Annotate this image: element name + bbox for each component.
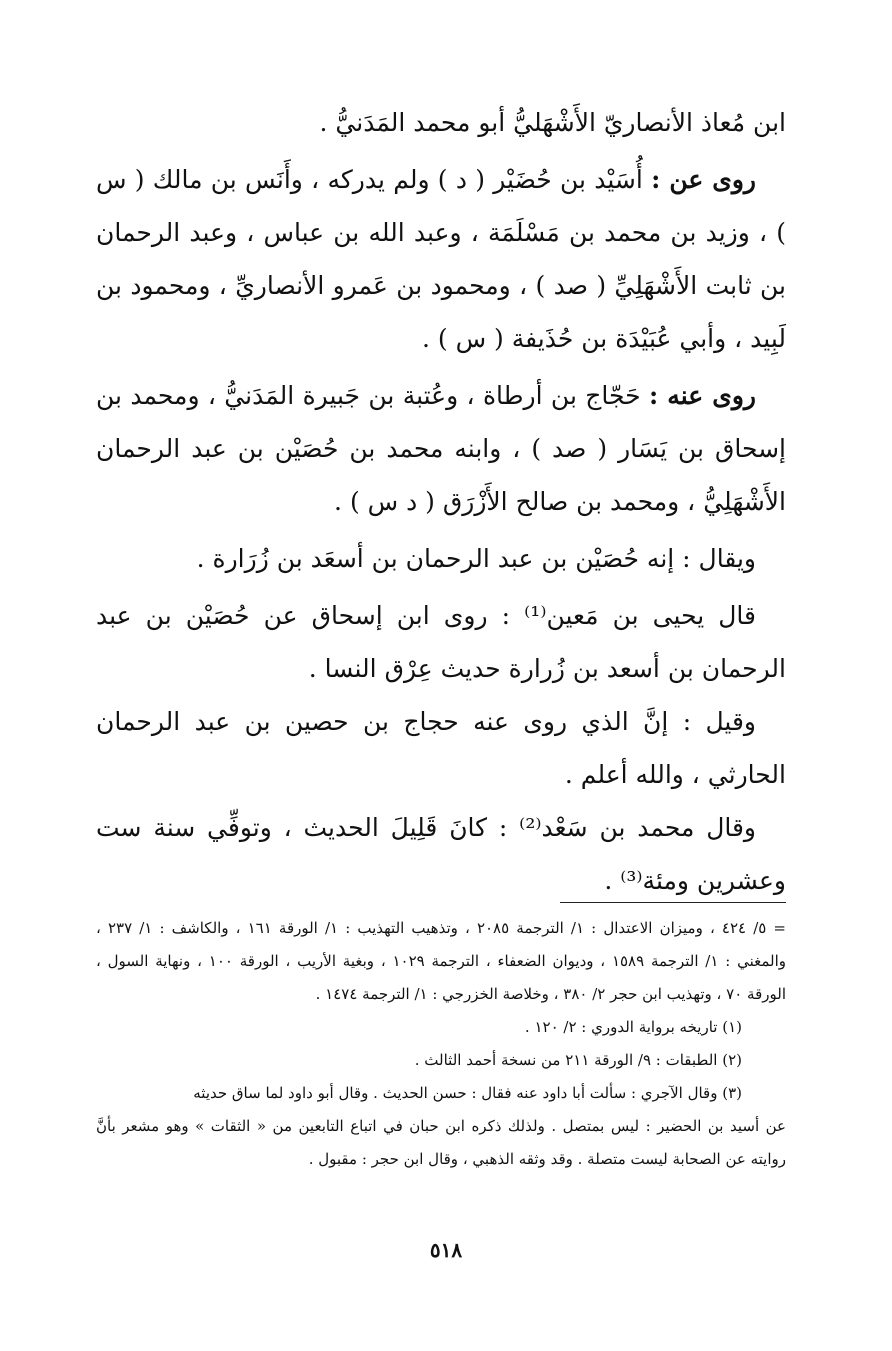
- main-text: [96, 96, 786, 907]
- narrated-by-text: حَجّاج بن أرطاة ، وعُتبة بن جَبيرة المَدَنيُّ ، ومحمد بن إسحاق بن يَسَار ( صد ) ، وابنه محمد بن حُصَيْن بن عبد الرحمان الأَشْهَلِيُّ ، ومحمد بن صالح الأَزْرَق ( د س ) .: [96, 381, 786, 516]
- footnote-continuation: = ٥/ ٤٢٤ ، وميزان الاعتدال : ١/ الترجمة ٢٠٨٥ ، وتذهيب التهذيب : ١/ الورقة ١٦١ ، والكاشف : ١/ ٢٣٧ ، والمغني : ١/ الترجمة ١٥٨٩ ، وديوان الضعفاء ، الترجمة ١٠٢٩ ، وبغية الأريب ، الورقة ١٠٠ ، ونهاية السول ، الورقة ٧٠ ، وتهذيب ابن حجر ٢/ ٣٨٠ ، وخلاصة الخزرجي : ١/ الترجمة ١٤٧٤ .: [96, 919, 786, 1003]
- page-number: ٥١٨: [429, 1238, 463, 1262]
- footnotes: [96, 912, 786, 1176]
- yahya-quote-paragraph: قال يحيى بن مَعين⁽¹⁾ : روى ابن إسحاق عن حُصَيْن بن عبد الرحمان بن أسعد بن زُرارة حديث عِرْق النسا .: [96, 601, 786, 683]
- footnote-divider: [560, 902, 786, 903]
- narrated-from-heading: روى عن :: [651, 165, 756, 194]
- entry-name-line: ابن مُعاذ الأنصاريّ الأَشْهَليُّ أبو محمد المَدَنيُّ .: [319, 108, 786, 137]
- narrated-by-heading: روى عنه :: [648, 381, 756, 410]
- narrated-by-paragraph: [96, 369, 786, 528]
- alternate-name-paragraph: ويقال : إنه حُصَيْن بن عبد الرحمان بن أسعَد بن زُرَارة .: [196, 544, 756, 573]
- footnote-3-continuation: عن أسيد بن الحضير : ليس بمتصل . ولذلك ذكره ابن حبان في اتباع التابعين من « الثقات » وهو مشعر بأنَّ روايته عن الصحابة ليست متصلة . وقد وثقه الذهبي ، وقال ابن حجر : مقبول .: [96, 1117, 786, 1168]
- footnote-2: (٢) الطبقات : ٩/ الورقة ٢١١ من نسخة أحمد الثالث .: [414, 1051, 742, 1069]
- footnote-1: (١) تاريخه برواية الدوري : ٢/ ١٢٠ .: [524, 1018, 742, 1036]
- narrated-from-text: أُسَيْد بن حُضَيْر ( د ) ولم يدركه ، وأَنَس بن مالك ( س ) ، وزيد بن محمد بن مَسْلَمَة ، وعبد الله بن عباس ، وعبد الرحمان بن ثابت الأَشْهَلِيِّ ( صد ) ، ومحمود بن عَمرو الأنصاريِّ ، ومحمود بن لَبِيد ، وأبي عُبَيْدَة بن حُذَيفة ( س ) .: [96, 165, 786, 353]
- narrated-from-paragraph: [96, 153, 786, 365]
- ibn-sad-paragraph: وقال محمد بن سَعْد⁽²⁾ : كانَ قَلِيلَ الحديث ، وتوفِّي سنة ست وعشرين ومئة⁽³⁾ .: [96, 813, 786, 895]
- alternate-view-paragraph: وقيل : إنَّ الذي روى عنه حجاج بن حصين بن عبد الرحمان الحارثي ، والله أعلم .: [96, 707, 786, 789]
- footnote-3: (٣) وقال الآجري : سألت أبا داود عنه فقال : حسن الحديث . وقال أبو داود لما ساق حديثه: [193, 1084, 742, 1102]
